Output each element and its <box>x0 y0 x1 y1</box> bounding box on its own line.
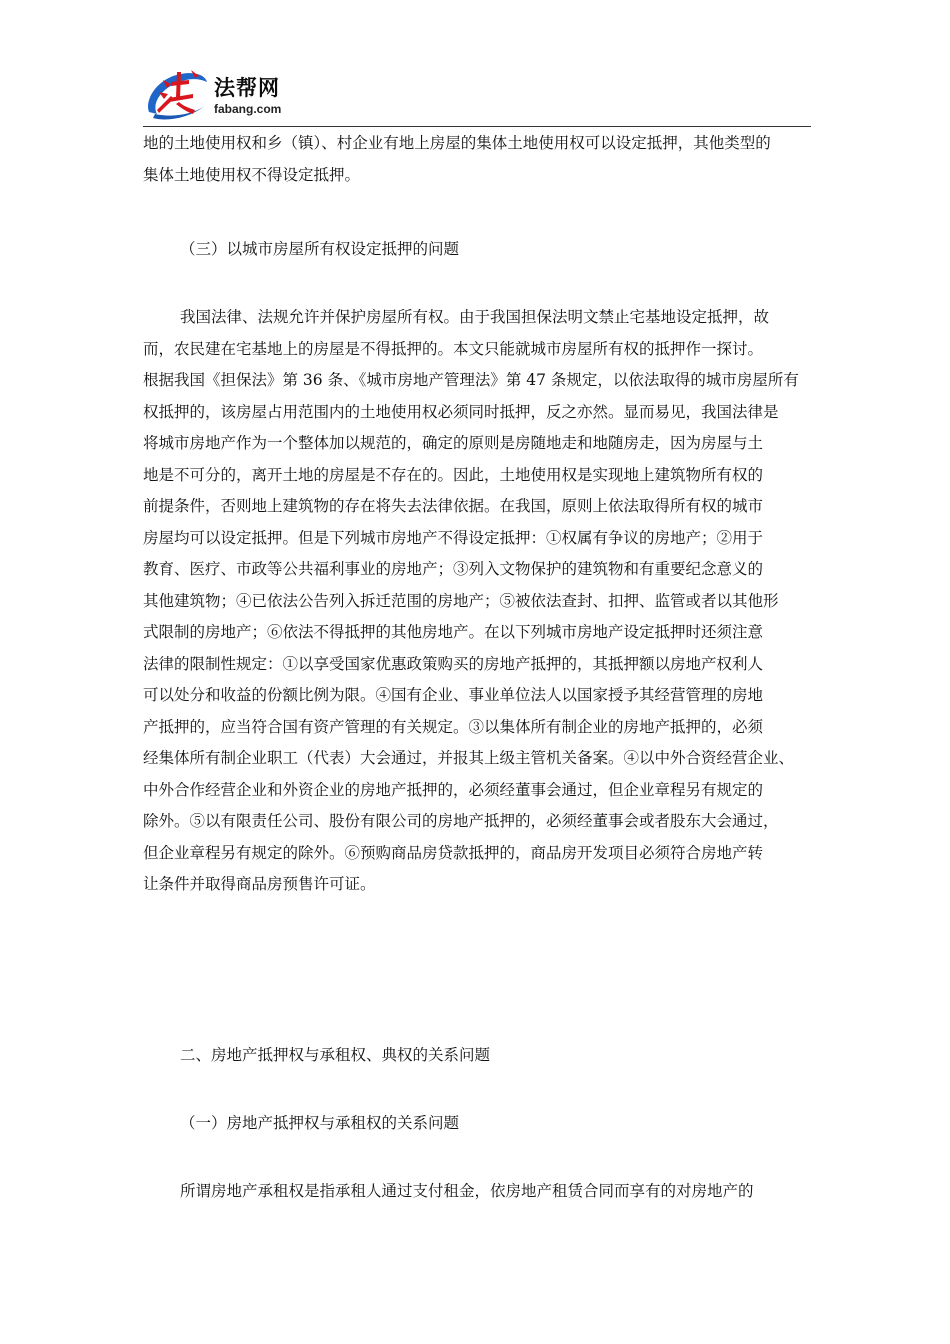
paragraph-urban-housing-mortgage <box>143 302 799 901</box>
text-line: 教育、医疗、市政等公共福利事业的房地产；③列入文物保护的建筑物和有重要纪念意义的 <box>143 560 764 578</box>
heading-text: 二、房地产抵押权与承租权、典权的关系问题 <box>180 1046 491 1064</box>
site-logo[interactable] <box>143 62 343 124</box>
text-line: 除外。⑤以有限责任公司、股份有限公司的房地产抵押的，必须经董事会或者股东大会通过， <box>143 812 779 830</box>
section-heading-3 <box>143 234 459 266</box>
text-line: 权抵押的，该房屋占用范围内的土地使用权必须同时抵押，反之亦然。显而易见，我国法律是 <box>143 402 779 421</box>
text-line: 我国法律、法规允许并保护房屋所有权。由于我国担保法明文禁止宅基地设定抵押，故 <box>180 308 770 326</box>
text-line: 式限制的房地产；⑥依法不得抵押的其他房地产。在以下列城市房地产设定抵押时还须注意 <box>143 623 764 641</box>
text-line: 地的土地使用权和乡（镇）、村企业有地上房屋的集体土地使用权可以设定抵押，其他类型的 <box>143 134 771 152</box>
heading-text: （一）房地产抵押权与承租权的关系问题 <box>180 1114 460 1132</box>
text-line: 可以处分和收益的份额比例为限。④国有企业、事业单位法人以国家授予其经营管理的房地 <box>143 686 764 704</box>
logo-domain: fabang.com <box>214 102 282 116</box>
text-line: 中外合作经营企业和外资企业的房地产抵押的，必须经董事会通过，但企业章程另有规定的 <box>143 780 764 799</box>
text-line: 让条件并取得商品房预售许可证。 <box>143 875 376 893</box>
text-line: 前提条件，否则地上建筑物的存在将失去法律依据。在我国，原则上依法取得所有权的城市 <box>143 497 764 515</box>
text-line: 所谓房地产承租权是指承租人通过支付租金，依房地产租赁合同而享有的对房地产的 <box>180 1182 754 1200</box>
section-heading-2 <box>143 1040 490 1072</box>
text-line: 而，农民建在宅基地上的房屋是不得抵押的。本文只能就城市房屋所有权的抵押作一探讨。 <box>143 339 764 358</box>
paragraph-land-use-rights <box>143 128 771 191</box>
header-divider <box>143 126 811 127</box>
text-line: 地是不可分的，离开土地的房屋是不存在的。因此，土地使用权是实现地上建筑物所有权的 <box>143 465 764 484</box>
text-line: 经集体所有制企业职工（代表）大会通过，并报其上级主管机关备案。④以中外合资经营企业、 <box>143 749 795 767</box>
text-line: 其他建筑物；④已依法公告列入拆迁范围的房地产；⑤被依法查封、扣押、监管或者以其他形 <box>143 591 779 610</box>
text-line: 法律的限制性规定：①以享受国家优惠政策购买的房地产抵押的，其抵押额以房地产权利人 <box>143 654 764 673</box>
text-line: 将城市房地产作为一个整体加以规范的，确定的原则是房随地走和地随房走，因为房屋与土 <box>143 434 764 452</box>
page-header <box>143 62 811 128</box>
fabang-logo-icon <box>143 62 213 124</box>
paragraph-lease-rights <box>143 1176 754 1208</box>
text-line: 房屋均可以设定抵押。但是下列城市房地产不得设定抵押：①权属有争议的房地产；②用于 <box>143 528 764 547</box>
section-heading-2-1 <box>143 1108 459 1140</box>
text-line: 产抵押的，应当符合国有资产管理的有关规定。③以集体所有制企业的房地产抵押的，必须 <box>143 717 764 736</box>
text-line: 根据我国《担保法》第 36 条、《城市房地产管理法》第 47 条规定，以依法取得的城市房屋所有 <box>143 371 799 389</box>
logo-title: 法帮网 <box>214 76 280 100</box>
heading-text: （三）以城市房屋所有权设定抵押的问题 <box>180 240 460 258</box>
text-line: 但企业章程另有规定的除外。⑥预购商品房贷款抵押的，商品房开发项目必须符合房地产转 <box>143 843 764 862</box>
text-line: 集体土地使用权不得设定抵押。 <box>143 165 361 184</box>
